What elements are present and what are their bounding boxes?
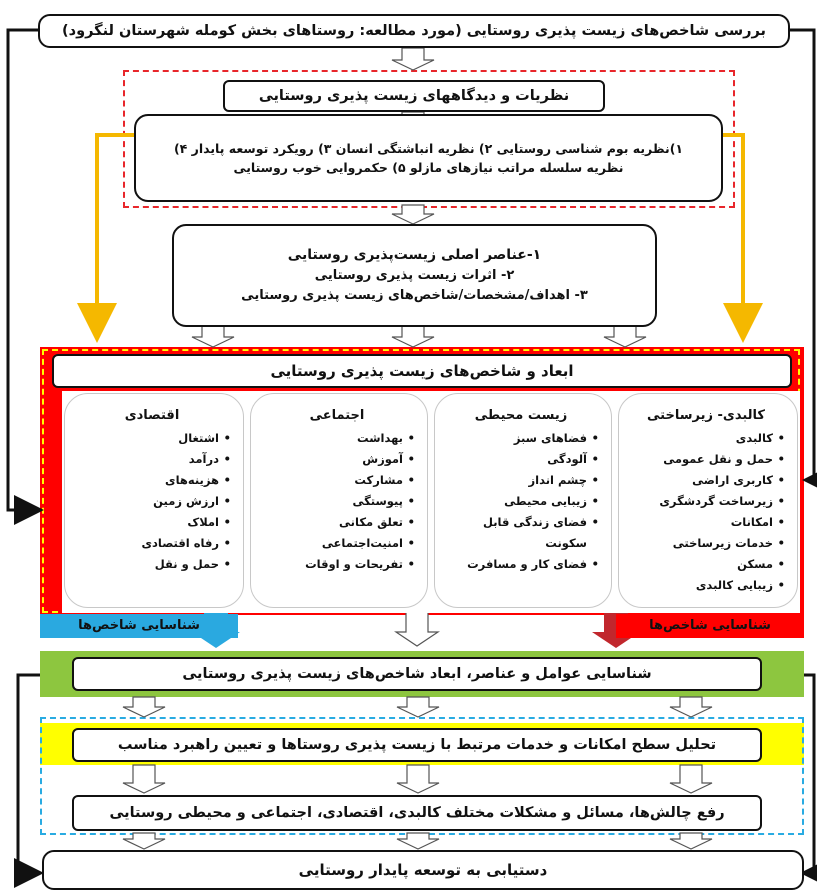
block-arrow	[397, 697, 439, 717]
list-item: • مشارکت	[259, 470, 403, 491]
list-item: • فضای کار و مسافرت	[443, 554, 587, 575]
feedback-arrow-right-bottom	[804, 675, 814, 873]
feedback-arrow-left-bottom	[18, 675, 40, 873]
orange-arrow-right	[723, 135, 743, 335]
list-item: • کالبدی	[627, 428, 773, 449]
list-item: • ارزش زمین	[73, 491, 219, 512]
block-arrow	[392, 325, 434, 347]
block-arrow	[392, 205, 434, 224]
list-item: • امنیت‌اجتماعی	[259, 533, 403, 554]
banner-right-label: شناسایی شاخص‌ها	[649, 618, 771, 633]
column-environmental	[434, 393, 612, 608]
elements-line-1: ۱-عناصر اصلی زیست‌پذیری روستایی	[287, 246, 542, 263]
list-item: • هزینه‌های	[73, 470, 219, 491]
list-item: • فضاهای سبز	[443, 428, 587, 449]
list-item: • تفریحات و اوقات	[259, 554, 403, 575]
list-item: • حمل و نقل	[73, 554, 219, 575]
dimensions-header-box	[52, 354, 792, 388]
identify-factors-text: شناسایی عوامل و عناصر، ابعاد شاخص‌های زیست پذیری روستایی	[182, 666, 652, 682]
theories-line-1: ۱)نظریه بوم شناسی روستایی ۲) نظریه انباشتگی انسان ۳) رویکرد توسعه پایدار ۴)	[173, 140, 684, 156]
list-item: • حمل و نقل عمومی	[627, 449, 773, 470]
identify-factors-box	[72, 657, 762, 691]
column-economic	[64, 393, 244, 608]
list-item: • زیبایی کالبدی	[627, 575, 773, 596]
list-item: • مسکن	[627, 554, 773, 575]
list-item: • بهداشت	[259, 428, 403, 449]
study-title: بررسی شاخص‌های زیست پذیری روستایی (مورد مطالعه: روستاهای بخش کومله شهرستان لنگرود)	[62, 23, 766, 39]
theories-header: نظریات و دیدگاههای زیست پذیری روستایی	[258, 88, 570, 104]
list-item: • چشم انداز	[443, 470, 587, 491]
elements-line-2: ۲- اثرات زیست پذیری روستایی	[314, 268, 515, 284]
block-arrow	[604, 325, 646, 347]
list-item: • خدمات زیرساختی	[627, 533, 773, 554]
block-arrow	[192, 325, 234, 347]
column-title: زیست محیطی	[474, 408, 568, 423]
orange-arrow-left	[97, 135, 134, 335]
theories-header-box	[223, 80, 605, 112]
list-item: • زیبایی محیطی	[443, 491, 587, 512]
sustainable-development-text: دستیابی به توسعه پایدار روستایی	[298, 861, 548, 879]
list-item: • تعلق مکانی	[259, 512, 403, 533]
list-item: • رفاه اقتصادی	[73, 533, 219, 554]
block-arrow	[392, 48, 434, 70]
challenges-text: رفع چالش‌ها، مسائل و مشکلات مختلف کالبدی، اقتصادی، اجتماعی و محیطی روستایی	[109, 805, 725, 821]
analysis-text: تحلیل سطح امکانات و خدمات مرتبط با زیست پذیری روستاها و تعیین راهبرد مناسب	[117, 737, 717, 753]
block-arrow	[670, 765, 712, 793]
elements-box	[172, 224, 657, 327]
identify-indicators-banner-left	[40, 614, 238, 638]
list-item: • اشتغال	[73, 428, 219, 449]
column-title: اجتماعی	[309, 408, 365, 423]
block-arrow	[123, 697, 165, 717]
elements-line-3: ۳- اهداف/مشخصات/شاخص‌های زیست پذیری روستایی	[241, 288, 588, 304]
column-title: اقتصادی	[124, 408, 180, 423]
feedback-arrow-left-top	[8, 30, 38, 510]
list-item: • فضای زندگی قابل سکونت	[443, 512, 587, 554]
list-item: • آموزش	[259, 449, 403, 470]
block-arrow	[123, 833, 165, 849]
list-item: • زیرساخت گردشگری	[627, 491, 773, 512]
column-social	[250, 393, 428, 608]
block-arrow	[670, 697, 712, 717]
block-arrow	[123, 765, 165, 793]
theories-line-2: نظریه سلسله مراتب نیازهای مازلو ۵) حکمروایی خوب روستایی	[233, 160, 624, 175]
list-item: • امکانات	[627, 512, 773, 533]
banner-left-label: شناسایی شاخص‌ها	[78, 618, 200, 633]
column-physical-infrastructure	[618, 393, 798, 608]
block-arrow	[397, 833, 439, 849]
identify-indicators-banner-right	[616, 614, 804, 638]
dimensions-header: ابعاد و شاخص‌های زیست پذیری روستایی	[270, 362, 574, 380]
challenges-box	[72, 795, 762, 831]
list-item: • پیوستگی	[259, 491, 403, 512]
list-item: • درآمد	[73, 449, 219, 470]
study-title-box	[38, 14, 790, 48]
column-title: کالبدی- زیرساختی	[647, 408, 765, 423]
sustainable-development-box	[42, 850, 804, 890]
block-arrow	[670, 833, 712, 849]
analysis-box	[72, 728, 762, 762]
list-item: • آلودگی	[443, 449, 587, 470]
block-arrow	[397, 765, 439, 793]
block-arrow	[396, 612, 438, 646]
theories-list-box	[134, 114, 723, 202]
list-item: • کاربری اراضی	[627, 470, 773, 491]
list-item: • املاک	[73, 512, 219, 533]
